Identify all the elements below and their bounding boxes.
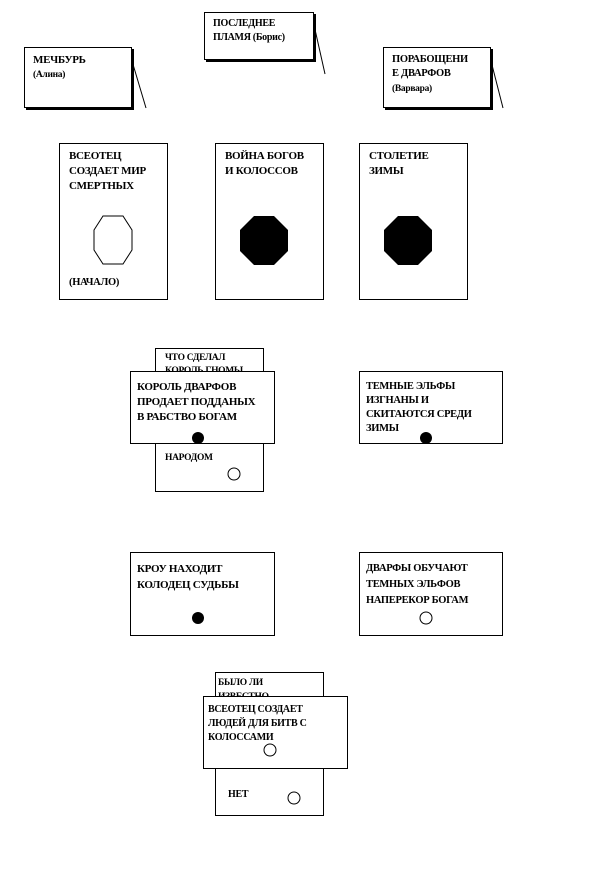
event-card-hidden-question-bottom-2: НАРОДОМ: [165, 453, 213, 463]
player-card-boris: [204, 12, 314, 60]
event-card-allfather-people: [203, 696, 348, 769]
player-card-boris-title: ПОСЛЕДНЕЕ ПЛАМЯ (Борис): [213, 18, 285, 43]
event-card-dwarves-teach: [359, 552, 503, 636]
era-card-century-of-winter: [359, 143, 468, 300]
event-card-dwarf-king-title: КОРОЛЬ ДВАРФОВ ПРОДАЕТ ПОДДАНЫХ В РАБСТВО БОГАМ: [137, 381, 256, 423]
event-card-krou-title: КРОУ НАХОДИТ КОЛОДЕЦ СУДЬБЫ: [137, 563, 239, 591]
player-card-boris-pointer: [314, 25, 325, 74]
event-card-dwarves-teach-title: ДВАРФЫ ОБУЧАЮТ ТЕМНЫХ ЭЛЬФОВ НАПЕРЕКОР БОГАМ: [366, 563, 469, 606]
player-card-varvara-title: ПОРАБОЩЕНИ Е ДВАРФОВ: [392, 54, 468, 79]
era-card-creation: [59, 143, 168, 300]
event-card-hidden-question-title: ЧТО СДЕЛАЛ: [165, 353, 226, 363]
era-card-creation-note: (НАЧАЛО): [69, 277, 120, 288]
event-card-dwarf-king: [130, 371, 275, 444]
player-card-alina-title: МЕЧБУРЬ: [33, 54, 86, 66]
player-card-alina: [24, 47, 132, 108]
event-card-question-known-title: БЫЛО ЛИ: [218, 678, 263, 688]
era-card-century-of-winter-title: СТОЛЕТИЕ ЗИМЫ: [369, 150, 429, 177]
player-card-varvara: [383, 47, 491, 108]
player-card-varvara-pointer: [491, 61, 503, 108]
event-card-allfather-people-title: ВСЕОТЕЦ СОЗДАЕТ ЛЮДЕЙ ДЛЯ БИТВ С КОЛОССАМИ: [208, 704, 307, 743]
era-card-creation-title: ВСЕОТЕЦ СОЗДАЕТ МИР СМЕРТНЫХ: [69, 150, 146, 192]
era-card-war-of-gods-title: ВОЙНА БОГОВ И КОЛОССОВ: [225, 150, 304, 177]
event-card-krou: [130, 552, 275, 636]
event-card-dark-elves: [359, 371, 503, 444]
player-card-alina-pointer: [132, 61, 146, 108]
event-card-dark-elves-title: ТЕМНЫЕ ЭЛЬФЫ ИЗГНАНЫ И СКИТАЮТСЯ СРЕДИ ЗИМЫ: [366, 381, 472, 434]
player-card-alina-subtitle: (Алина): [33, 70, 66, 80]
player-card-varvara-subtitle: (Варвара): [392, 84, 432, 94]
era-card-war-of-gods: [215, 143, 324, 300]
event-card-no-label: НЕТ: [228, 789, 249, 800]
